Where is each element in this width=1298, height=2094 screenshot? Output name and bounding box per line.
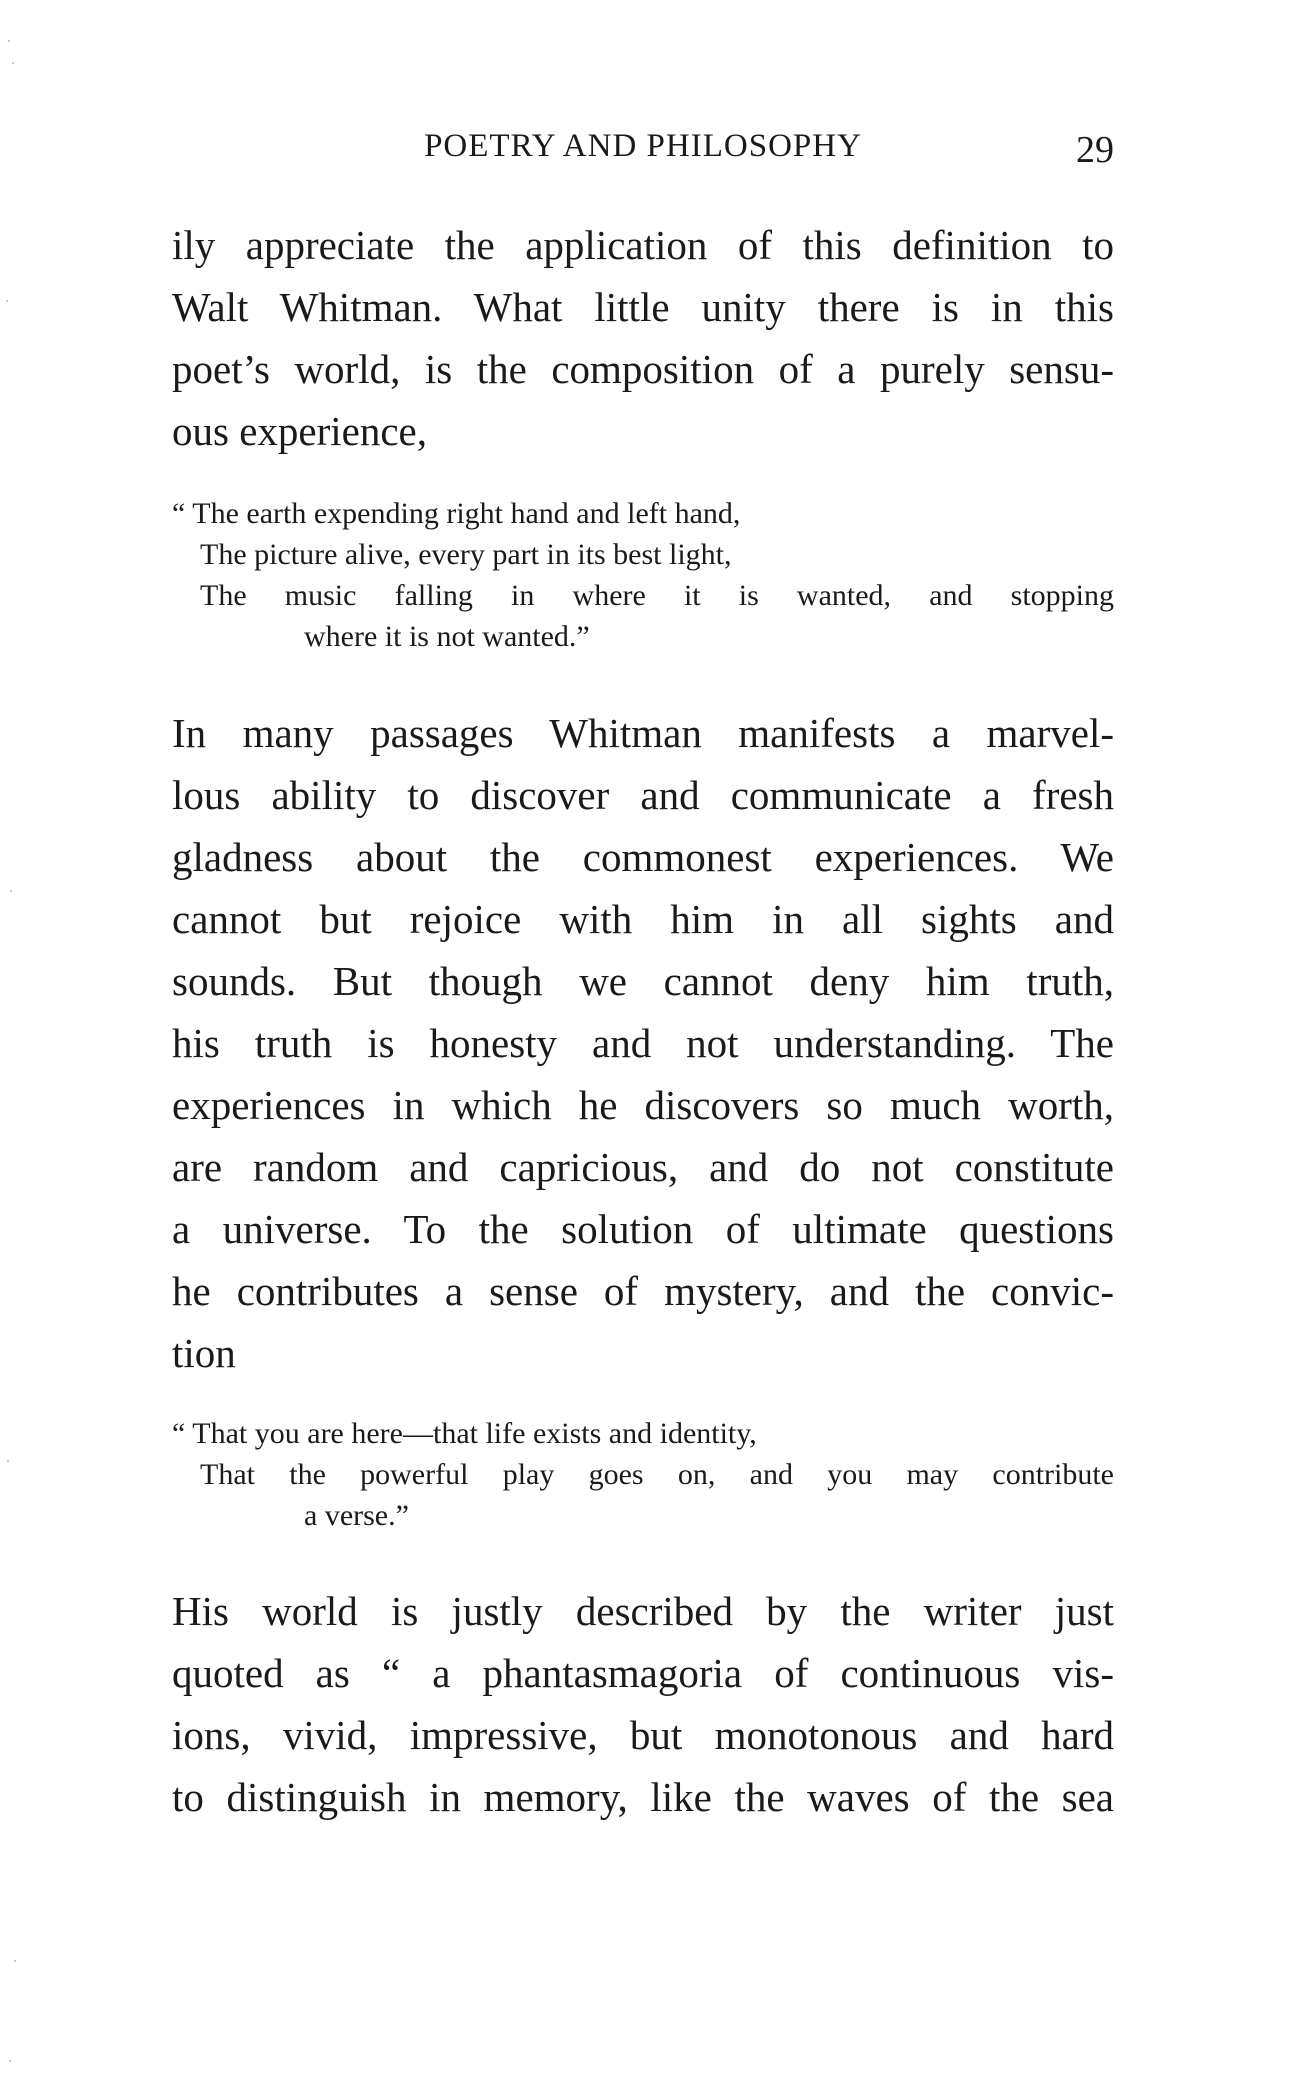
text-line: His world is justly described by the writer just xyxy=(172,1588,1114,1634)
running-head: POETRY AND PHILOSOPHY xyxy=(424,128,862,164)
text-line: In many passages Whitman manifests a marvel- xyxy=(172,710,1114,756)
text-line: quoted as “ a phantasmagoria of continuous vis- xyxy=(172,1650,1114,1696)
verse-line: The picture alive, every part in its best light, xyxy=(200,538,732,571)
text-line: poet’s world, is the composition of a purely sensu- xyxy=(172,346,1114,392)
scan-margin-artifacts xyxy=(0,0,40,2094)
text-line: ous experience, xyxy=(172,408,427,454)
verse-line: “ That you are here—that life exists and identity, xyxy=(172,1417,757,1450)
text-line: sounds. But though we cannot deny him truth, xyxy=(172,958,1114,1004)
scan-speck xyxy=(7,1460,9,1462)
text-line: a universe. To the solution of ultimate questions xyxy=(172,1206,1114,1252)
text-line: cannot but rejoice with him in all sights and xyxy=(172,896,1114,942)
verse-line: “ The earth expending right hand and left hand, xyxy=(172,497,741,530)
text-line: gladness about the commonest experiences. We xyxy=(172,834,1114,880)
paragraph-3 xyxy=(172,1580,1114,1828)
text-line: experiences in which he discovers so much worth, xyxy=(172,1082,1114,1128)
paragraph-1 xyxy=(172,214,1114,462)
verse-quote-2 xyxy=(172,1413,1114,1536)
scan-speck xyxy=(10,890,12,892)
verse-line: The music falling in where it is wanted, and stopping xyxy=(200,579,1114,612)
scan-speck xyxy=(9,2060,11,2062)
verse-line: That the powerful play goes on, and you may contribute xyxy=(200,1458,1114,1491)
scan-speck xyxy=(14,1960,16,1962)
text-line: are random and capricious, and do not constitute xyxy=(172,1144,1114,1190)
text-line: Walt Whitman. What little unity there is in this xyxy=(172,284,1114,330)
verse-line: where it is not wanted.” xyxy=(304,620,590,653)
paragraph-2 xyxy=(172,702,1114,1384)
text-line: ions, vivid, impressive, but monotonous and hard xyxy=(172,1712,1114,1758)
text-line: tion xyxy=(172,1330,236,1376)
text-line: his truth is honesty and not understanding. The xyxy=(172,1020,1114,1066)
verse-quote-1 xyxy=(172,493,1114,657)
text-line: he contributes a sense of mystery, and the convic- xyxy=(172,1268,1114,1314)
page-header xyxy=(172,128,1114,171)
page-number: 29 xyxy=(1076,129,1114,171)
text-line: lous ability to discover and communicate a fresh xyxy=(172,772,1114,818)
text-line: to distinguish in memory, like the waves of the sea xyxy=(172,1774,1114,1820)
scan-speck xyxy=(6,300,8,302)
verse-line: a verse.” xyxy=(304,1499,409,1532)
scan-speck xyxy=(8,40,10,42)
text-line: ily appreciate the application of this definition to xyxy=(172,222,1114,268)
scan-speck xyxy=(12,62,14,64)
